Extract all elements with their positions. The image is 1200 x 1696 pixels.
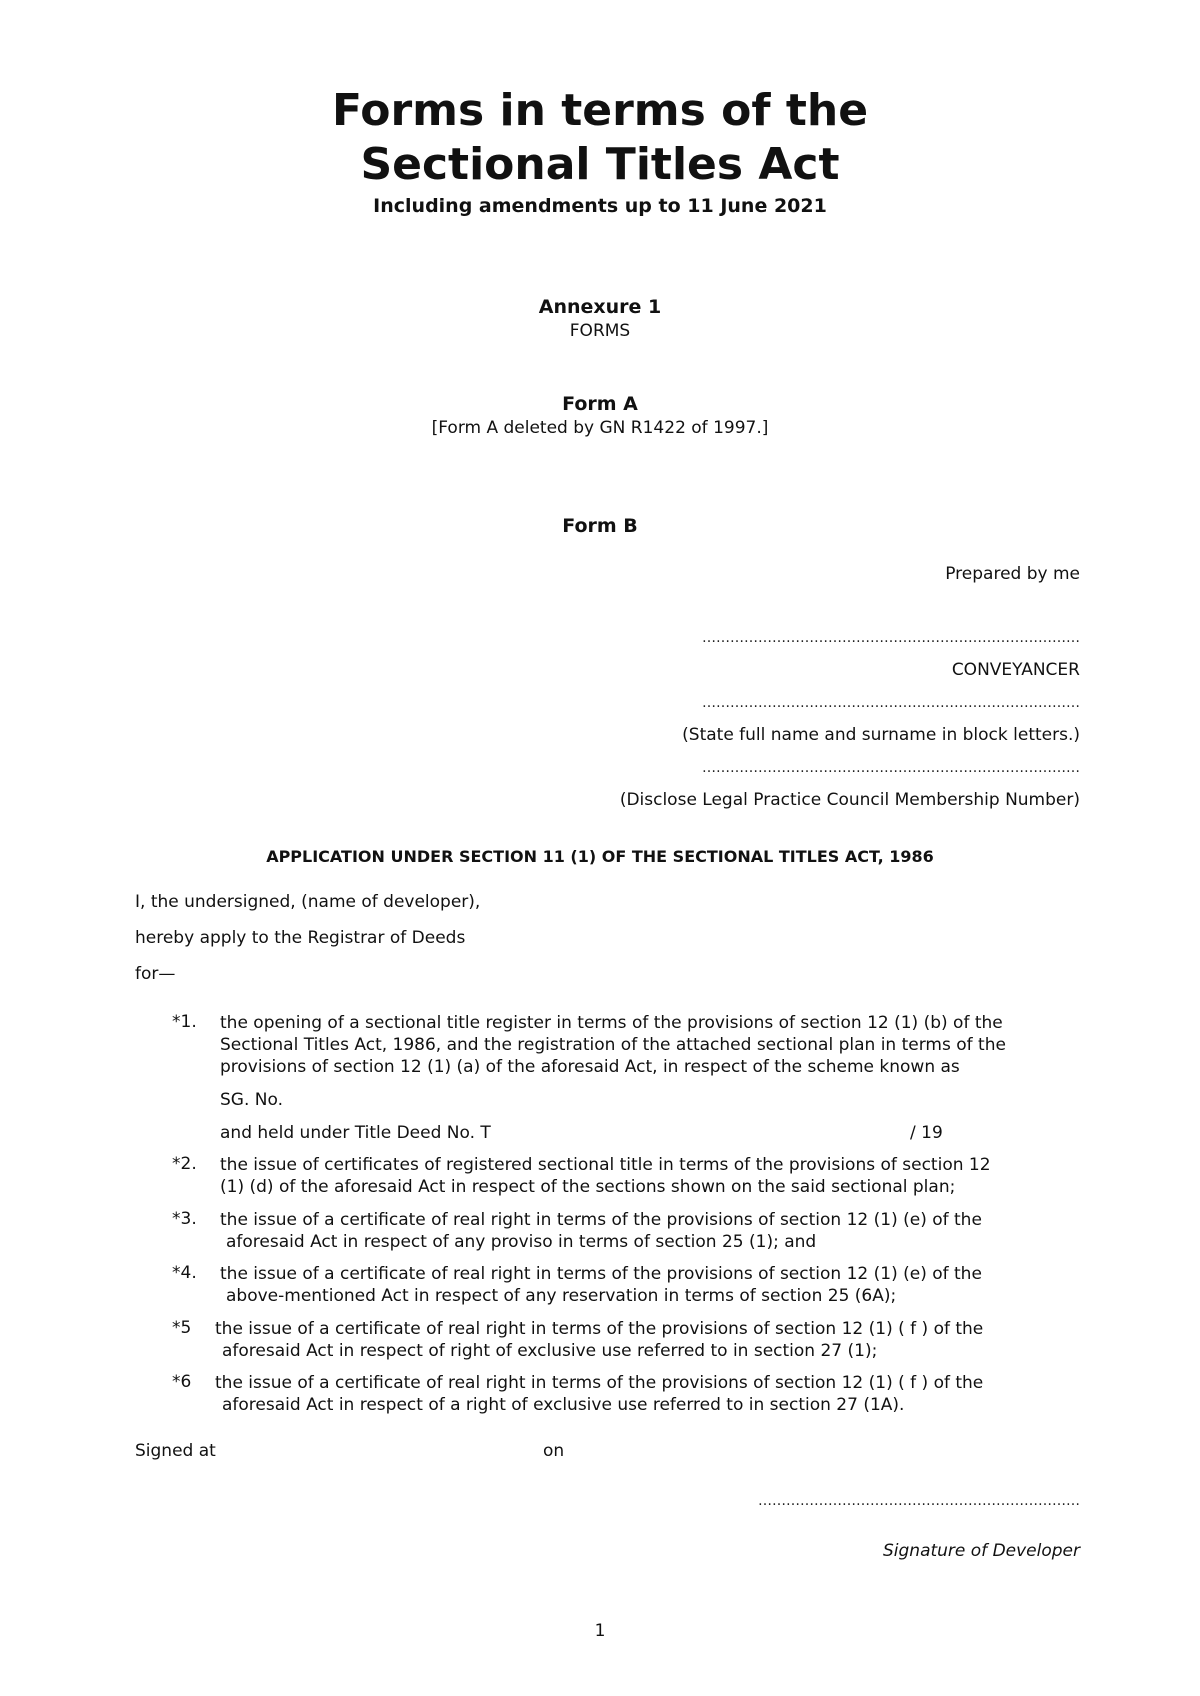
applicant-line: I, the undersigned, (name of developer),: [135, 892, 481, 912]
doc-title-line1: Forms in terms of the: [331, 85, 869, 136]
conveyancer-label: CONVEYANCER: [951, 660, 1080, 680]
for-line: for—: [135, 964, 176, 984]
membership-number-line: ………………………………………………………………………: [702, 760, 1080, 776]
developer-signature-line: ……………………………………………………………: [758, 1493, 1080, 1509]
item-number: *5: [172, 1318, 192, 1338]
item-text-line: Sectional Titles Act, 1986, and the registration of the attached sectional plan in terms of the: [220, 1035, 1006, 1055]
item-text-line: the issue of a certificate of real right in terms of the provisions of section 12 (1) (e) of the: [220, 1264, 982, 1284]
state-name-instruction: (State full name and surname in block letters.): [682, 725, 1080, 745]
application-heading: APPLICATION UNDER SECTION 11 (1) OF THE SECTIONAL TITLES ACT, 1986: [266, 847, 934, 866]
item-number: *1.: [172, 1012, 197, 1032]
item-number: *4.: [172, 1263, 197, 1283]
item-text-line: aforesaid Act in respect of any proviso in terms of section 25 (1); and: [226, 1232, 817, 1252]
title-deed-label: and held under Title Deed No. T: [220, 1123, 491, 1143]
conveyancer-name-line: ………………………………………………………………………: [702, 695, 1080, 711]
item-number: *2.: [172, 1154, 197, 1174]
page-number: 1: [594, 1621, 606, 1641]
developer-signature-label: Signature of Developer: [882, 1541, 1080, 1561]
form-a-note: [Form A deleted by GN R1422 of 1997.]: [431, 418, 769, 438]
form-b-heading: Form B: [562, 515, 638, 537]
conveyancer-signature-line: ………………………………………………………………………: [702, 630, 1080, 646]
item-text-line: the issue of certificates of registered sectional title in terms of the provisions of section 12: [220, 1155, 991, 1175]
form-a-heading: Form A: [562, 393, 638, 415]
item-text-line: (1) (d) of the aforesaid Act in respect of the sections shown on the said sectional plan;: [220, 1177, 956, 1197]
doc-title-line2: Sectional Titles Act: [360, 139, 840, 190]
on-label: on: [543, 1441, 565, 1461]
year-label: / 19: [910, 1123, 943, 1143]
item-text-line: provisions of section 12 (1) (a) of the aforesaid Act, in respect of the scheme known as: [220, 1057, 960, 1077]
item-number: *3.: [172, 1209, 197, 1229]
doc-subtitle: Including amendments up to 11 June 2021: [373, 195, 827, 217]
annexure-heading: Annexure 1: [538, 296, 662, 318]
signed-at-label: Signed at: [135, 1441, 216, 1461]
item-text-line: the issue of a certificate of real right in terms of the provisions of section 12 (1) (e) of the: [220, 1210, 982, 1230]
item-text-line: the opening of a sectional title register in terms of the provisions of section 12 (1) (b) of the: [220, 1013, 1003, 1033]
disclose-instruction: (Disclose Legal Practice Council Membership Number): [619, 790, 1080, 810]
item-text-line: the issue of a certificate of real right in terms of the provisions of section 12 (1) ( f ) of the: [215, 1373, 984, 1393]
item-text-line: the issue of a certificate of real right in terms of the provisions of section 12 (1) ( f ) of the: [215, 1319, 984, 1339]
item-number: *6: [172, 1372, 192, 1392]
apply-line: hereby apply to the Registrar of Deeds: [135, 928, 466, 948]
item-text-line: above-mentioned Act in respect of any reservation in terms of section 25 (6A);: [226, 1286, 897, 1306]
sg-number-label: SG. No.: [220, 1090, 283, 1110]
item-text-line: aforesaid Act in respect of right of exclusive use referred to in section 27 (1);: [222, 1341, 878, 1361]
item-text-line: aforesaid Act in respect of a right of exclusive use referred to in section 27 (1A).: [222, 1395, 905, 1415]
annexure-sub: FORMS: [569, 321, 631, 341]
prepared-by: Prepared by me: [945, 564, 1080, 584]
